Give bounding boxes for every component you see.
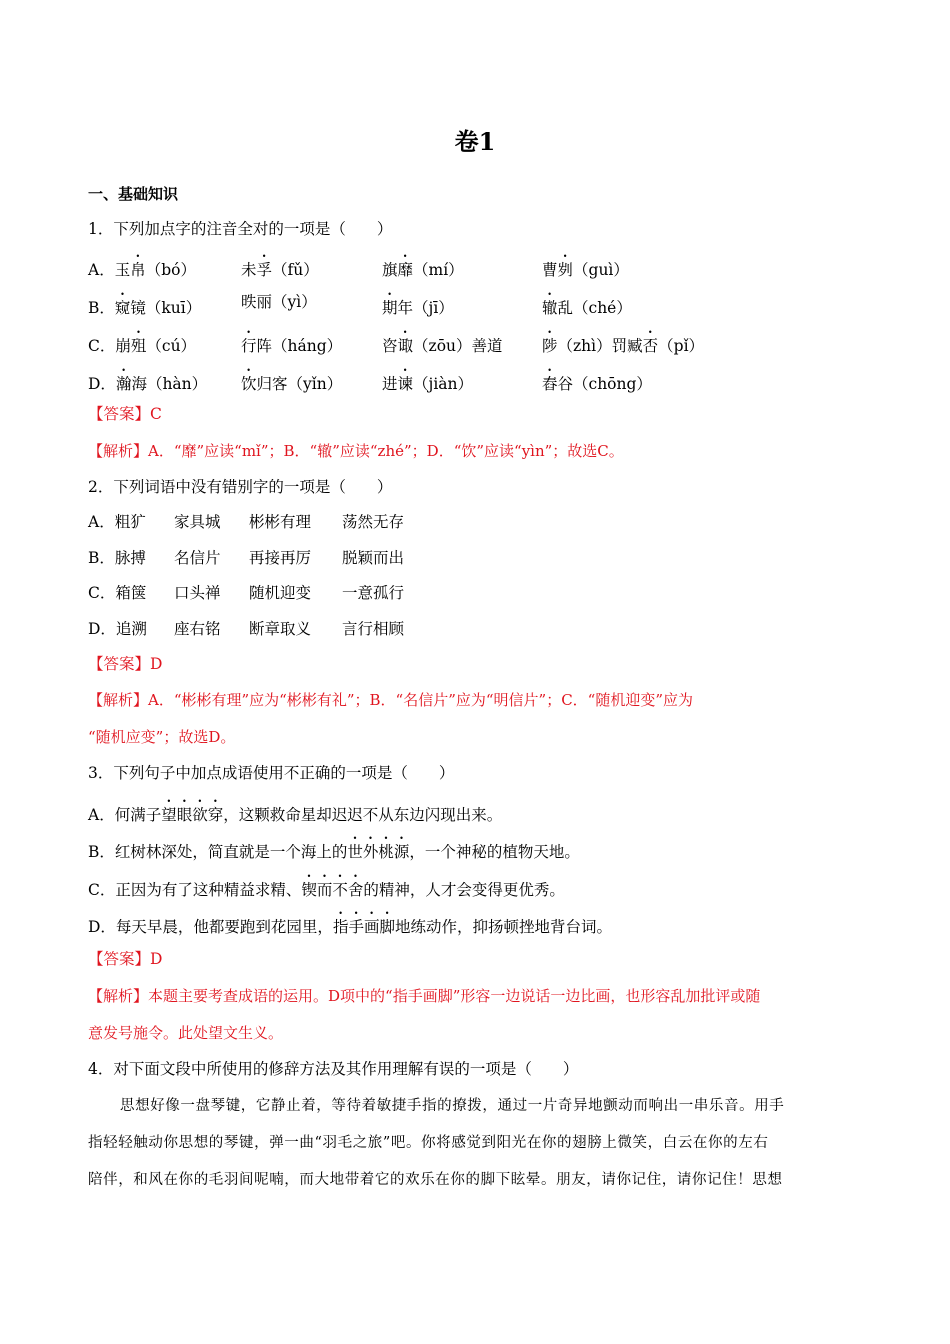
option-text: 未 — [241, 261, 257, 279]
q2-option-b-word: 再接再厉 — [249, 549, 312, 567]
q2-option-a-word: 彬彬有理 — [249, 513, 312, 531]
dotted-char: 殂 — [130, 337, 147, 355]
option-text: 年（jī） — [397, 299, 454, 317]
q3-option-d — [88, 909, 612, 937]
option-text: 昳丽（yì） — [241, 293, 317, 311]
dotted-char: 期 — [382, 299, 398, 317]
q1-option-a-item — [88, 252, 196, 280]
q1-answer: 【答案】C — [88, 405, 162, 423]
option-text: 海（hàn） — [131, 375, 208, 393]
q1-option-d-item — [241, 366, 342, 394]
option-text: 谷（chōng） — [557, 375, 652, 393]
option-text: C．正因为有了这种精益求精、 — [88, 881, 302, 899]
q1-option-c-item — [241, 328, 342, 356]
q2-analysis-line1: 【解析】A．“彬彬有理”应为“彬彬有礼”；B．“名信片”应为“明信片”；C．“随机迎变”应为 — [88, 691, 694, 709]
q4-stem: 4．对下面文段中所使用的修辞方法及其作用理解有误的一项是（ ） — [88, 1060, 579, 1078]
q2-option-d-word: 言行相顾 — [342, 620, 405, 638]
option-text: 曹 — [542, 261, 558, 279]
q2-option-a-word: 荡然无存 — [342, 513, 405, 531]
option-text: 阵（háng） — [256, 337, 343, 355]
dotted-char: 帛 — [130, 261, 146, 279]
dotted-char: 陟 — [542, 337, 558, 355]
q2-option-a-word: 家具城 — [174, 513, 221, 531]
option-text: B． — [88, 299, 115, 317]
option-text: D．每天早晨，他都要跑到花园里， — [88, 918, 333, 936]
dotted-char: 舂 — [542, 375, 558, 393]
q2-option-d-word: 断章取义 — [249, 620, 312, 638]
option-text: ，这颗救命星却迟迟不从东边闪现出来。 — [223, 806, 503, 824]
q2-option-c-word: 口头禅 — [174, 584, 221, 602]
option-text: C．崩 — [88, 337, 131, 355]
q1-option-d-item — [88, 366, 207, 394]
option-text: 的精神，人才会变得更优秀。 — [363, 881, 565, 899]
q1-stem: 1．下列加点字的注音全对的一项是（ ） — [88, 220, 393, 238]
option-text: 镜（kuī） — [130, 299, 202, 317]
dotted-idiom: 指手画脚 — [332, 918, 395, 936]
q3-option-b — [88, 834, 580, 862]
q1-option-b-item — [241, 290, 317, 312]
q1-option-b-item — [382, 290, 454, 318]
dotted-idiom: 望眼欲穿 — [161, 806, 224, 824]
q1-option-c-item — [88, 328, 196, 356]
dotted-char: 谏 — [397, 375, 414, 393]
option-text: （fǔ） — [272, 261, 319, 279]
dotted-char: 靡 — [397, 261, 414, 279]
option-text: 旗 — [382, 261, 398, 279]
q4-passage-line3: 陪伴，和风在你的毛羽间呢喃，而大地带着它的欢乐在你的脚下眩晕。朋友，请你记住，请你记住！思想 — [88, 1172, 783, 1188]
dotted-char: 行 — [241, 337, 257, 355]
dotted-char: 诹 — [397, 337, 414, 355]
q2-option-b-word: 脱颖而出 — [342, 549, 405, 567]
q3-analysis-line1: 【解析】本题主要考查成语的运用。D项中的“指手画脚”形容一边说话一边比画，也形容乱加批评或随 — [88, 987, 761, 1005]
q4-passage-line2: 指轻轻触动你思想的琴键，弹一曲“羽毛之旅”吧。你将感觉到阳光在你的翅膀上微笑，白云在你的左右 — [88, 1135, 769, 1151]
dotted-idiom: 世外桃源 — [347, 843, 410, 861]
q4-passage-line1: 思想好像一盘琴键，它静止着，等待着敏捷手指的撩拨，通过一片奇异地颤动而响出一串乐音。用手 — [120, 1098, 785, 1114]
option-text: （pǐ） — [658, 337, 705, 355]
dotted-char: 辙 — [542, 299, 558, 317]
q1-option-d-item — [542, 366, 652, 394]
q2-stem: 2．下列词语中没有错别字的一项是（ ） — [88, 478, 393, 496]
q1-analysis: 【解析】A．“靡”应读“mǐ”；B．“辙”应读“zhé”；D．“饮”应读“yìn”；故选C。 — [88, 442, 624, 460]
q1-option-a-item — [382, 252, 464, 280]
dotted-char: 刿 — [557, 261, 574, 279]
q3-option-c — [88, 872, 565, 900]
q3-option-a — [88, 797, 502, 825]
option-text: A．玉 — [88, 261, 131, 279]
q3-analysis-line2: 意发号施令。此处望文生义。 — [88, 1024, 284, 1042]
option-text: 乱（ché） — [557, 299, 632, 317]
q2-option-b-word: B．脉搏 — [88, 549, 146, 567]
q3-stem: 3．下列句子中加点成语使用不正确的一项是（ ） — [88, 764, 455, 782]
option-text: 地练动作，抑扬顿挫地背台词。 — [394, 918, 612, 936]
q1-option-a-item — [241, 252, 319, 280]
option-text: （zhì）罚臧 — [557, 337, 643, 355]
q1-option-c-item — [382, 328, 503, 356]
q3-answer: 【答案】D — [88, 950, 163, 968]
option-text: （zōu）善道 — [413, 337, 503, 355]
q2-option-d-word: D．追溯 — [88, 620, 147, 638]
option-text: ，一个神秘的植物天地。 — [409, 843, 580, 861]
q2-option-a-word: A．粗犷 — [88, 513, 146, 531]
option-text: （cú） — [146, 337, 197, 355]
option-text: （guì） — [573, 261, 629, 279]
option-text: B．红树林深处，简直就是一个海上的 — [88, 843, 348, 861]
q2-option-c-word: 随机迎变 — [249, 584, 312, 602]
q1-option-b-item — [542, 290, 632, 318]
option-text: D． — [88, 375, 116, 393]
option-text: （mí） — [413, 261, 464, 279]
option-text: 进 — [382, 375, 398, 393]
option-text: 咨 — [382, 337, 398, 355]
q2-answer: 【答案】D — [88, 655, 163, 673]
q2-option-c-word: C．箱箧 — [88, 584, 147, 602]
section-heading: 一、基础知识 — [88, 185, 179, 203]
dotted-char: 瀚 — [115, 375, 132, 393]
dotted-char: 饮 — [241, 375, 257, 393]
q1-option-c-item — [542, 328, 704, 356]
dotted-char: 否 — [642, 337, 659, 355]
option-text: 归客（yǐn） — [256, 375, 343, 393]
q1-option-d-item — [382, 366, 473, 394]
q2-analysis-line2: “随机应变”；故选D。 — [88, 728, 236, 746]
dotted-char: 孚 — [256, 261, 273, 279]
option-text: （jiàn） — [413, 375, 474, 393]
option-text: （bó） — [145, 261, 196, 279]
q1-option-b-item — [88, 290, 201, 318]
dotted-char: 窥 — [114, 299, 131, 317]
q1-option-a-item — [542, 252, 629, 280]
q2-option-c-word: 一意孤行 — [342, 584, 405, 602]
page-title: 卷1 — [454, 127, 496, 156]
option-text: A．何满子 — [88, 806, 162, 824]
q2-option-d-word: 座右铭 — [174, 620, 221, 638]
dotted-idiom: 锲而不舍 — [301, 881, 364, 899]
q2-option-b-word: 名信片 — [174, 549, 221, 567]
